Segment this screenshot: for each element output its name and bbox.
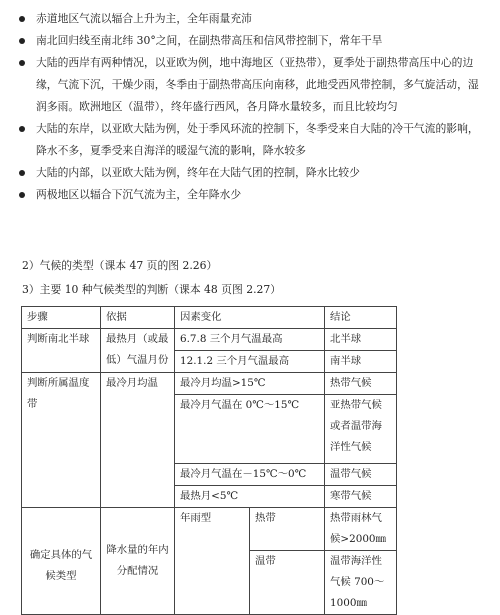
factor-cell: 12.1.2 三个月气温最高 xyxy=(175,351,325,373)
factor-cell: 年雨型 xyxy=(175,508,250,615)
bullet-item: 大陆的东岸，以亚欧大陆为例，处于季风环流的控制下，冬季受来自大陆的冷干气流的影响，降水不多，夏季受来自海洋的暖湿气流的影响，降水较多 xyxy=(16,118,488,162)
conclusion-cell: 热带雨林气候>2000㎜ xyxy=(325,508,397,551)
bullet-item: 赤道地区气流以辐合上升为主，全年雨量充沛 xyxy=(16,8,488,30)
step-cell: 确定具体的气候类型 xyxy=(22,508,101,615)
step-cell: 判断所属温度带 xyxy=(22,373,101,508)
conclusion-cell: 寒带气候 xyxy=(325,486,397,508)
conclusion-cell: 亚热带气候或者温带海洋性气候 xyxy=(325,395,397,464)
header-cell: 步骤 xyxy=(22,307,101,329)
bullet-item: 大陆的内部，以亚欧大陆为例，终年在大陆气团的控制，降水比较少 xyxy=(16,162,488,184)
conclusion-cell: 热带气候 xyxy=(325,373,397,395)
basis-cell: 最热月（或最低）气温月份 xyxy=(101,329,175,373)
step-cell: 判断南北半球 xyxy=(22,329,101,373)
table-row xyxy=(22,508,397,551)
table-row xyxy=(22,373,397,395)
header-cell: 因素变化 xyxy=(175,307,325,329)
header-cell: 结论 xyxy=(325,307,397,329)
zone-cell: 温带 xyxy=(250,551,325,615)
conclusion-cell: 温带气候 xyxy=(325,464,397,486)
climate-table xyxy=(21,306,397,615)
conclusion-cell: 北半球 xyxy=(325,329,397,351)
factor-cell: 最冷月均温>15℃ xyxy=(175,373,325,395)
section-line-2: 2）气候的类型（课本 47 页的图 2.26） xyxy=(22,259,218,272)
table-row xyxy=(22,329,397,351)
conclusion-cell: 温带海洋性气候 700～1000㎜ xyxy=(325,551,397,615)
conclusion-cell: 南半球 xyxy=(325,351,397,373)
bullet-item: 两极地区以辐合下沉气流为主，全年降水少 xyxy=(16,184,488,206)
factor-cell: 最冷月气温在－15℃～0℃ xyxy=(175,464,325,486)
factor-cell: 6.7.8 三个月气温最高 xyxy=(175,329,325,351)
bullet-item: 大陆的西岸有两种情况，以亚欧为例，地中海地区（亚热带），夏季处于副热带高压中心的边缘，气流下沉，干燥少雨，冬季由于副热带高压向南移，此地受西风带控制，多气旋活动，湿润多雨。欧洲地区（温带），终年盛行西风，各月降水量较多，而且比较均匀 xyxy=(16,52,488,118)
basis-cell: 最冷月均温 xyxy=(101,373,175,508)
factor-cell: 最热月<5℃ xyxy=(175,486,325,508)
zone-cell: 热带 xyxy=(250,508,325,551)
section-line-3: 3）主要 10 种气候类型的判断（课本 48 页图 2.27） xyxy=(22,283,282,296)
header-cell: 依据 xyxy=(101,307,175,329)
bullet-item: 南北回归线至南北纬 30°之间，在副热带高压和信风带控制下，常年干旱 xyxy=(16,30,488,52)
basis-cell: 降水量的年内分配情况 xyxy=(101,508,175,615)
bullet-list xyxy=(16,8,488,206)
factor-cell: 最冷月气温在 0℃～15℃ xyxy=(175,395,325,464)
table-header-row xyxy=(22,307,397,329)
